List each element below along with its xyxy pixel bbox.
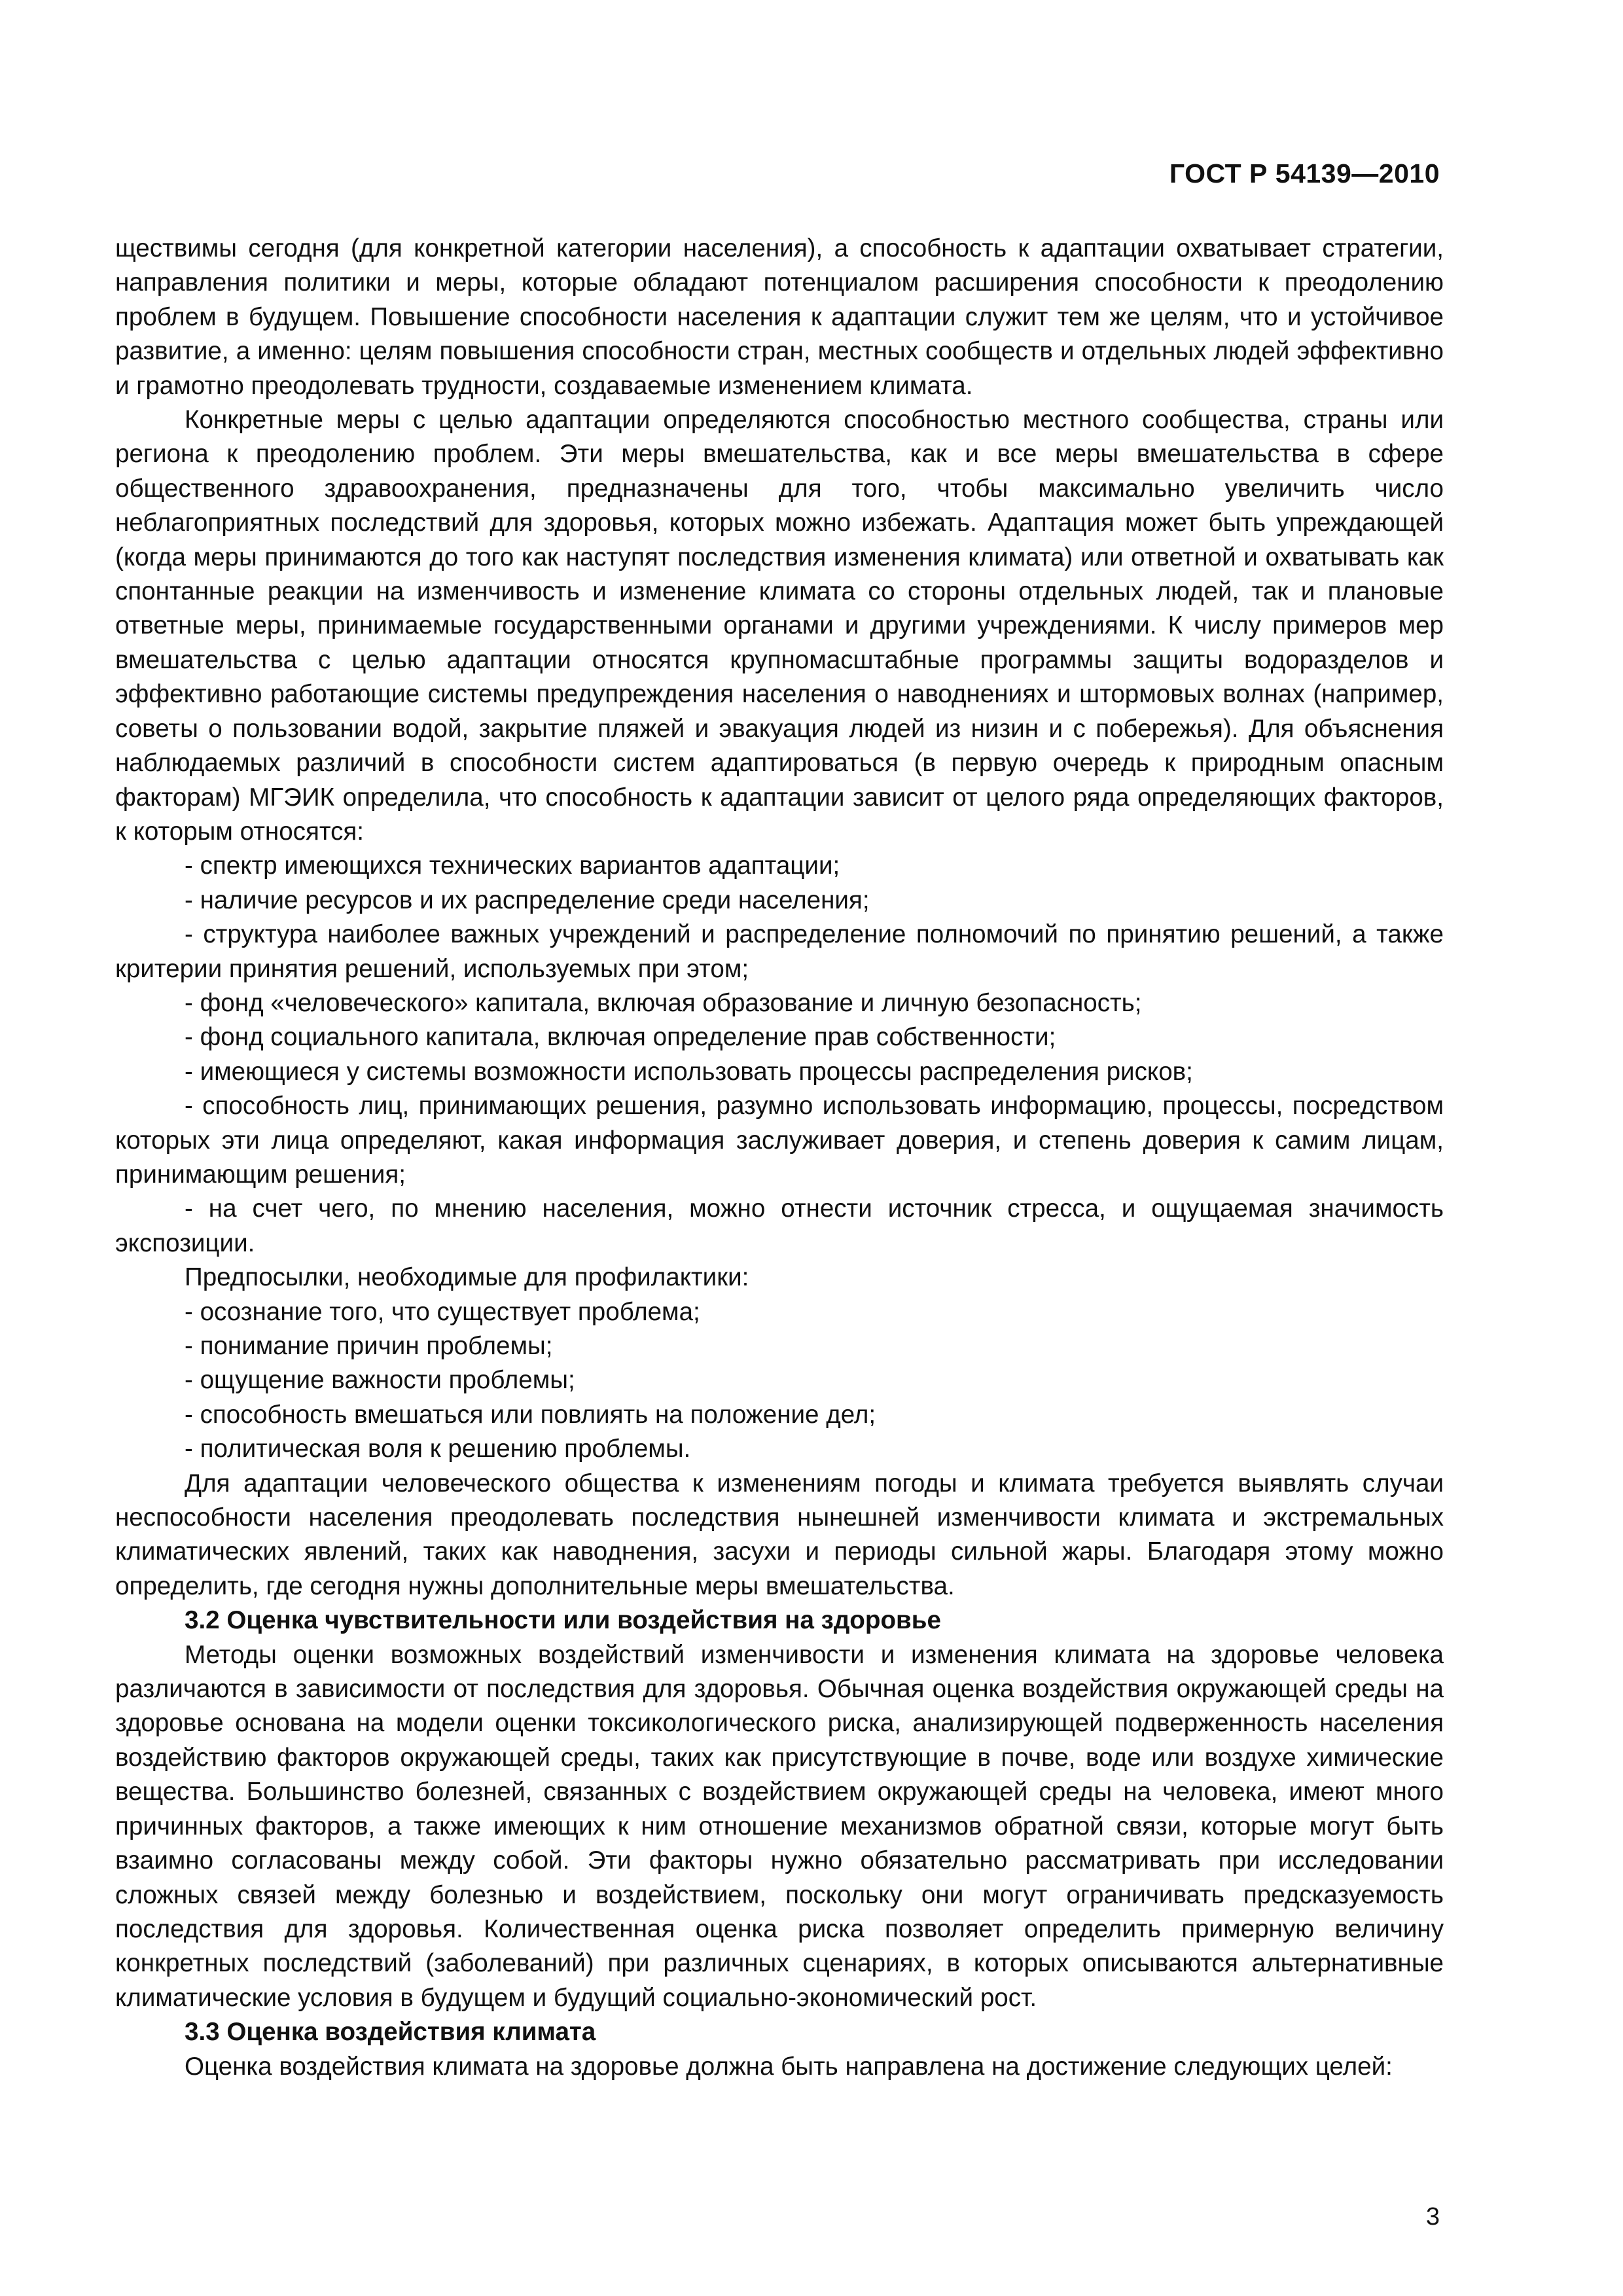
list-item: - фонд социального капитала, включая определение прав собственности; [185,1023,1056,1052]
list-item: - политическая воля к решению проблемы. [185,1435,691,1463]
list-item: - имеющиеся у системы возможности использовать процессы распределения рисков; [185,1057,1193,1086]
paragraph: Оценка воздействия климата на здоровье должна быть направлена на достижение следующих целей: [185,2052,1393,2081]
section-heading-3-2: 3.2 Оценка чувствительности или воздействия на здоровье [185,1606,941,1635]
list-item: - способность вмешаться или повлиять на положение дел; [185,1400,876,1429]
standard-designation: ГОСТ Р 54139—2010 [1169,158,1440,188]
list-item: - на счет чего, по мнению населения, можно отнести источник стресса, и ощущаемая значимость экспозиции. [115,1194,1444,1257]
paragraph: ществимы сегодня (для конкретной категории населения), а способность к адаптации охватывает стратегии, направления политики и меры, которые обладают потенциалом расширения способности к преодолению проблем в будущем. Повышение способности населения к адаптации служит тем же целям, что и устойчивое развитие, а именно: целям повышения способности стран, местных сообществ и отдельных людей эффективно и грамотно преодолевать трудности, создаваемые изменением климата. [115,234,1444,400]
page-number: 3 [1425,2203,1440,2231]
list-item: - спектр имеющихся технических вариантов адаптации; [185,852,840,880]
list-item: - структура наиболее важных учреждений и распределение полномочий по принятию решений, а также критерии принятия решений, используемых при этом; [115,920,1444,983]
list-item: - фонд «человеческого» капитала, включая образование и личную безопасность; [185,988,1142,1017]
paragraph: Конкретные меры с целью адаптации определяются способностью местного сообщества, страны или региона к преодолению проблем. Эти меры вмешательства, как и все меры вмешательства в сфере общественного здравоохранения, предназначены для того, чтобы максимально увеличить число неблагоприятных последствий для здоровья, которых можно избежать. Адаптация может быть упреждающей (когда меры принимаются до того как наступят последствия изменения климата) или ответной и охватывать как спонтанные реакции на изменчивость и изменение климата со стороны отдельных людей, так и плановые ответные меры, принимаемые государственными органами и другими учреждениями. К числу примеров мер вмешательства с целью адаптации относятся крупномасштабные программы защиты водоразделов и эффективно работающие системы предупреждения населения о наводнениях и штормовых волнах (например, советы о пользовании водой, закрытие пляжей и эвакуация людей из низин и с побережья). Для объяснения наблюдаемых различий в способности систем адаптироваться (в первую очередь к природным опасным факторам) МГЭИК определила, что способность к адаптации зависит от целого ряда определяющих факторов, к которым относятся: [115,406,1444,846]
list-item: - ощущение важности проблемы; [185,1366,575,1395]
list-item: - способность лиц, принимающих решения, разумно использовать информацию, процессы, посредством которых эти лица определяют, какая информация заслуживает доверия, и степень доверия к самим лицам, принимающим решения; [115,1092,1444,1189]
page-body [115,232,1444,2084]
prerequisites-list [115,1295,1444,1467]
list-item: - понимание причин проблемы; [185,1332,553,1360]
paragraph: Для адаптации человеческого общества к изменениям погоды и климата требуется выявлять случаи неспособности населения преодолевать последствия нынешней изменчивости климата и экстремальных климатических явлений, таких как наводнения, засухи и периоды сильной жары. Благодаря этому можно определить, где сегодня нужны дополнительные меры вмешательства. [115,1469,1444,1600]
section-heading-3-3: 3.3 Оценка воздействия климата [185,2018,596,2047]
list-item: - наличие ресурсов и их распределение среди населения; [185,886,870,914]
factors-list [115,849,1444,1261]
paragraph: Методы оценки возможных воздействий изменчивости и изменения климата на здоровье человека различаются в зависимости от последствия для здоровья. Обычная оценка воздействия окружающей среды на здоровье основана на модели оценки токсикологического риска, анализирующей подверженность населения воздействию факторов окружающей среды, таких как присутствующие в почве, воде или воздухе химические вещества. Большинство болезней, связанных с воздействием окружающей среды на человека, имеют много причинных факторов, а также имеющих к ним отношение механизмов обратной связи, которые могут быть взаимно согласованы между собой. Эти факторы нужно обязательно рассматривать при исследовании сложных связей между болезнью и воздействием, поскольку они могут ограничивать предсказуемость последствия для здоровья. Количественная оценка риска позволяет определить примерную величину конкретных последствий (заболеваний) при различных сценариях, в которых описываются альтернативные климатические условия в будущем и будущий социально-экономический рост. [115,1640,1444,2012]
list-item: - осознание того, что существует проблема; [185,1297,700,1326]
paragraph: Предпосылки, необходимые для профилактики: [185,1263,749,1292]
